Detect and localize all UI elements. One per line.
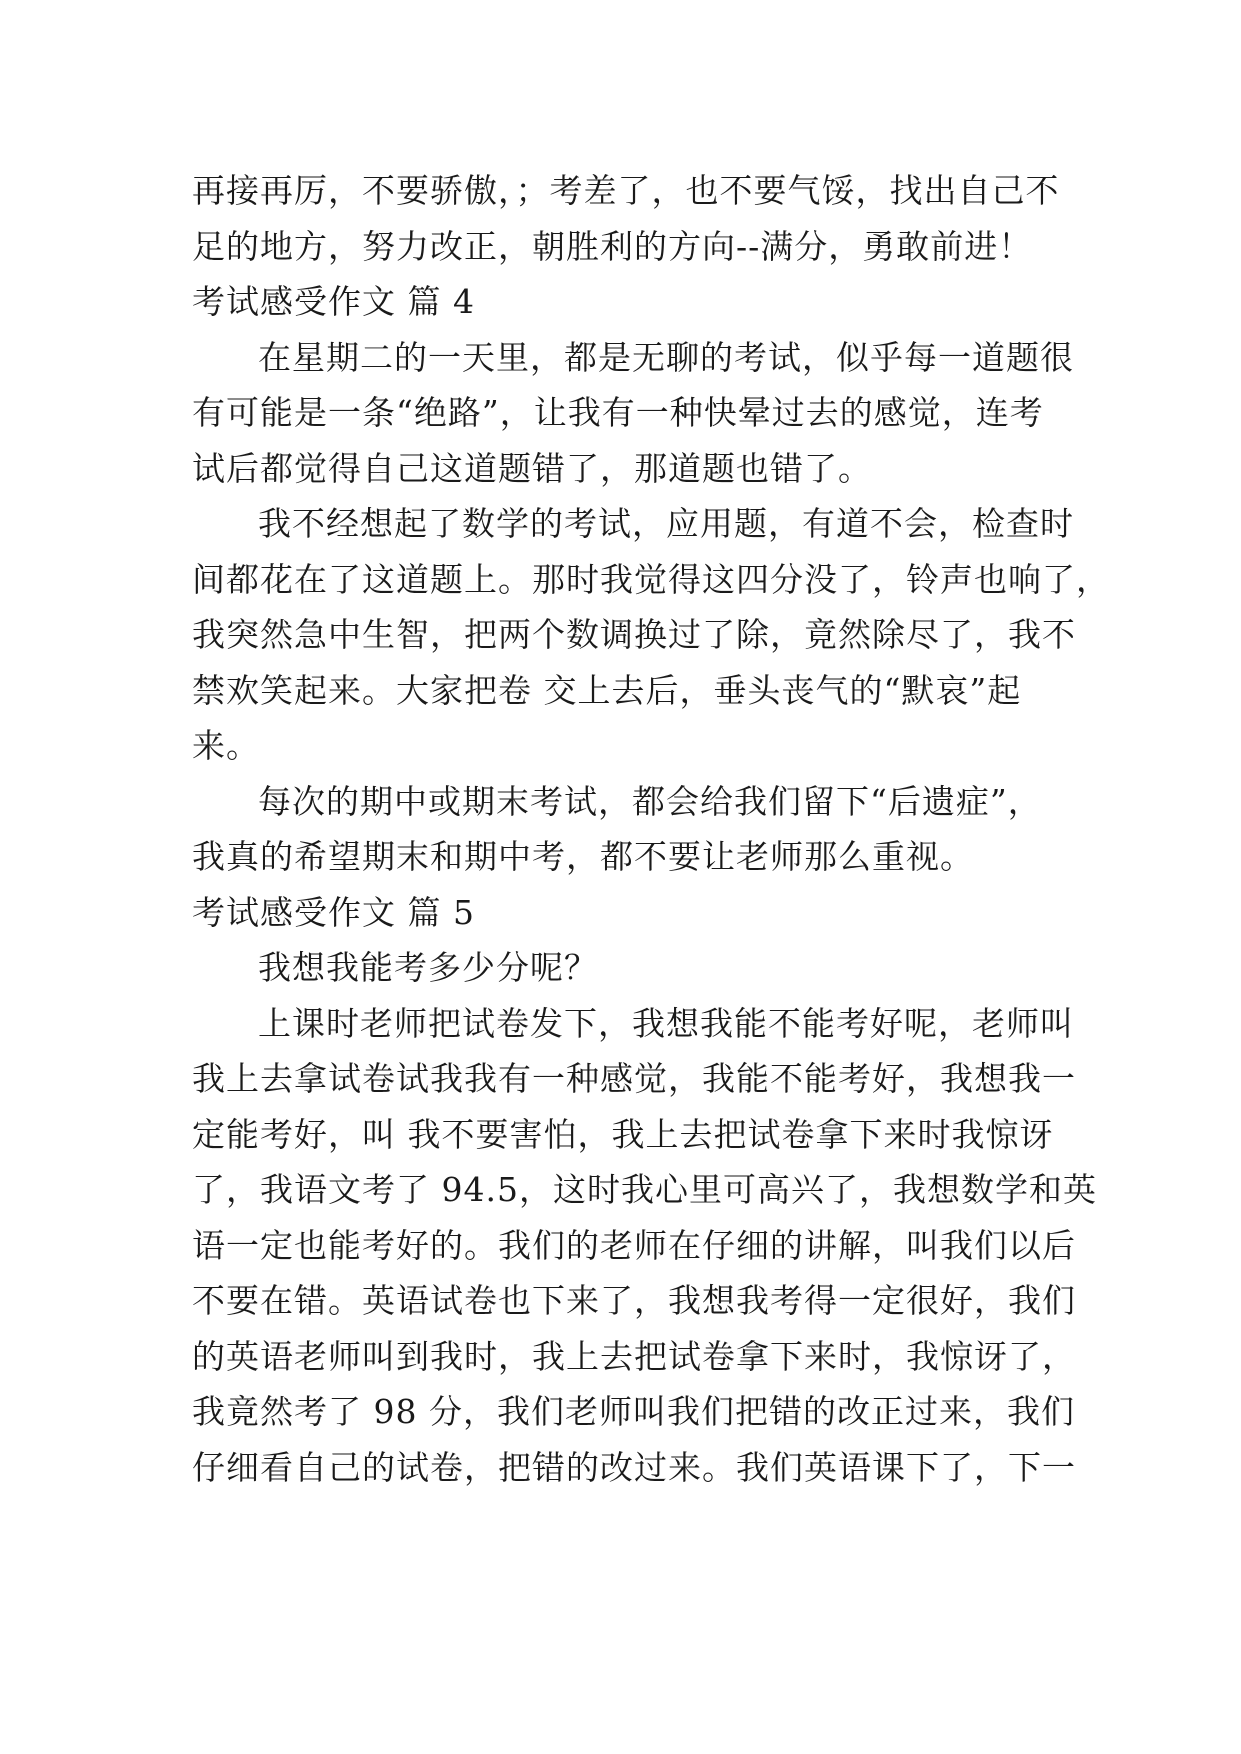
document-body — [192, 163, 1110, 1495]
section-heading: 考试感受作文 篇 5 — [192, 892, 475, 932]
paragraph-line: 有可能是一条“绝路”，让我有一种快晕过去的感觉，连考 — [192, 393, 1044, 432]
paragraph-line: 再接再厉，不要骄傲，；考差了，也不要气馁，找出自己不 — [192, 171, 1060, 210]
paragraph-line: 来。 — [192, 726, 260, 765]
section-heading: 考试感受作文 篇 4 — [192, 282, 475, 321]
paragraph-line: 间都花在了这道题上。那时我觉得这四分没了，铃声也响了， — [192, 559, 1110, 599]
paragraph-line: 我不经想起了数学的考试，应用题，有道不会，检查时 — [258, 504, 1074, 543]
paragraph-line: 我真的希望期末和期中考，都不要让老师那么重视。 — [192, 837, 974, 876]
paragraph-line: 在星期二的一天里，都是无聊的考试，似乎每一道题很 — [258, 337, 1074, 377]
paragraph-line: 语一定也能考好的。我们的老师在仔细的讲解，叫我们以后 — [192, 1225, 1076, 1265]
paragraph-line: 不要在错。英语试卷也下来了，我想我考得一定很好，我们 — [192, 1281, 1076, 1320]
paragraph-line: 每次的期中或期末考试，都会给我们留下“后遗症”， — [258, 781, 1042, 821]
paragraph-line: 禁欢笑起来。大家把卷 交上去后，垂头丧气的“默哀”起 — [192, 670, 1022, 710]
paragraph-line: 试后都觉得自己这道题错了，那道题也错了。 — [192, 448, 872, 488]
paragraph-line: 足的地方，努力改正，朝胜利的方向--满分，勇敢前进！ — [192, 226, 1033, 266]
paragraph-line: 的英语老师叫到我时，我上去把试卷拿下来时，我惊讶了， — [192, 1336, 1076, 1376]
paragraph-line: 定能考好，叫 我不要害怕，我上去把试卷拿下来时我惊讶 — [192, 1114, 1054, 1154]
paragraph-line: 上课时老师把试卷发下，我想我能不能考好呢，老师叫 — [258, 1003, 1074, 1043]
paragraph-line: 仔细看自己的试卷，把错的改过来。我们英语课下了，下一 — [192, 1447, 1076, 1487]
paragraph-line: 我竟然考了 98 分，我们老师叫我们把错的改正过来，我们 — [192, 1392, 1075, 1431]
paragraph-line: 我想我能考多少分呢？ — [258, 948, 598, 987]
paragraph-line: 我上去拿试卷试我我有一种感觉，我能不能考好，我想我一 — [192, 1059, 1076, 1098]
paragraph-line: 了，我语文考了 94.5，这时我心里可高兴了，我想数学和英 — [192, 1170, 1097, 1209]
paragraph-line: 我突然急中生智，把两个数调换过了除，竟然除尽了，我不 — [192, 615, 1076, 654]
